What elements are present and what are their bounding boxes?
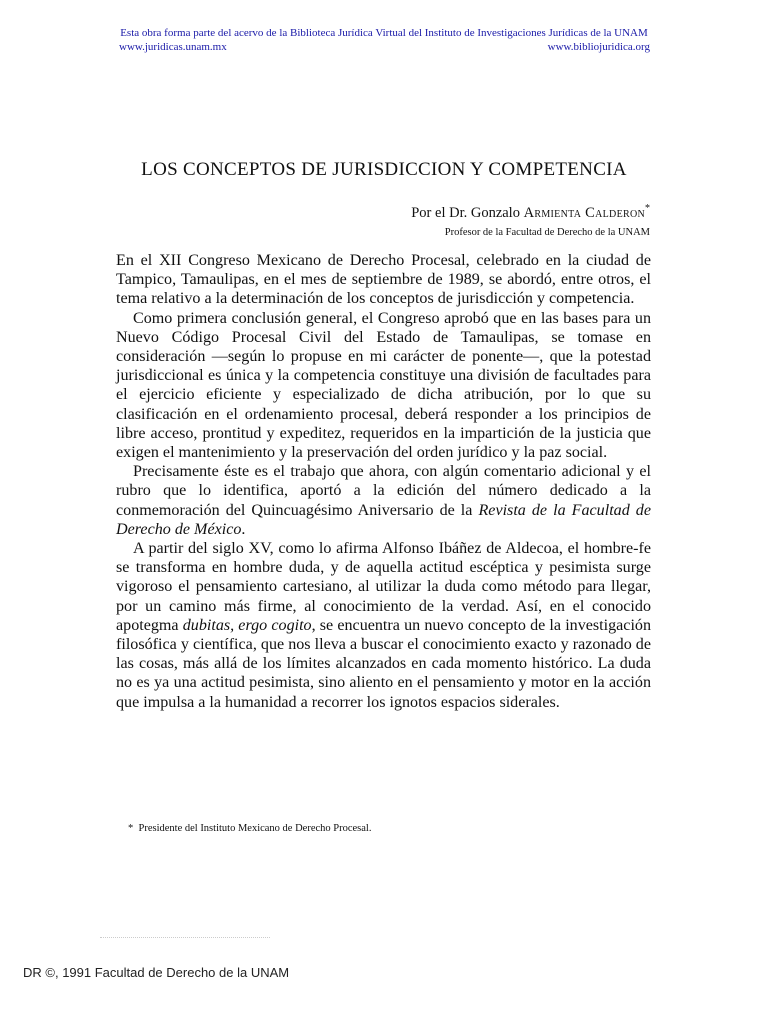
bibliojuridica-link[interactable]: www.bibliojuridica.org xyxy=(547,41,650,53)
paragraph-4-text: A partir del siglo XV, como lo afirma Alfonso Ibáñez de Aldecoa, el hombre-fe se transforma en hombre duda, y de aquella actitud escéptica y pesimista surge vigoroso el pensamiento cartesiano, al utilizar la duda como método para llegar, por un camino más firme, al conocimiento de la verdad. Así, en el conocido apotegma xyxy=(116,540,651,634)
journal-title: Revista de la Facultad de Derecho de México xyxy=(116,501,651,538)
paragraph-4 xyxy=(116,539,651,712)
footnote-text: Presidente del Instituto Mexicano de Derecho Procesal. xyxy=(138,823,372,834)
footnote-marker: * xyxy=(645,203,650,214)
footnote-mark: * xyxy=(128,823,134,834)
paragraph-4-end: , se encuentra un nuevo concepto de la investigación filosófica y científica, que nos lleva a buscar el conocimiento exacto y razonado de las cosas, más allá de los límites alcanzados en cada momento histórico. La duda no es ya una actitud pesimista, sino aliento en el pensamiento y motor en la acción que impulsa a la humanidad a recorrer los ignotos espacios siderales. xyxy=(116,616,652,711)
copyright-notice: DR ©, 1991 Facultad de Derecho de la UNAM xyxy=(23,965,290,980)
paragraph-2: Como primera conclusión general, el Congreso aprobó que en las bases para un Nuevo Código Procesal Civil del Estado de Tamaulipas, se tomase en consideración —según lo propuse en mi carácter de ponente—, que la potestad jurisdiccional es única y la competencia constituye una división de facultades para el ejercicio eficiente y especializado de dicha atribución, por lo que su clasificación en el ordenamiento procesal, deberá responder a los principios de libre acceso, prontitud y expeditez, requeridos en la impartición de la justicia que exigen el mantenimiento y la preservación del orden jurídico y la paz social. xyxy=(116,309,651,462)
repository-notice: Esta obra forma parte del acervo de la Biblioteca Jurídica Virtual del Instituto de Investigaciones Jurídicas de la UNAM xyxy=(120,27,648,39)
article-body xyxy=(116,251,651,712)
author-byline xyxy=(411,203,650,222)
article-title: LOS CONCEPTOS DE JURISDICCION Y COMPETENCIA xyxy=(141,159,627,180)
author-affiliation: Profesor de la Facultad de Derecho de la UNAM xyxy=(444,227,650,238)
paragraph-3 xyxy=(116,462,651,539)
author-name: Armienta Calderon xyxy=(523,204,645,221)
footnote xyxy=(128,823,371,834)
byline-prefix: Por el Dr. Gonzalo xyxy=(411,204,524,221)
scan-artifact xyxy=(100,937,270,943)
paragraph-3-end: . xyxy=(241,520,246,538)
paragraph-1: En el XII Congreso Mexicano de Derecho Procesal, celebrado en la ciudad de Tampico, Tamaulipas, en el mes de septiembre de 1989, se abordó, entre otros, el tema relativo a la determinación de los conceptos de jurisdicción y competencia. xyxy=(116,252,651,308)
paragraph-3-text: Precisamente éste es el trabajo que ahora, con algún comentario adicional y el rubro que lo identifica, aportó a la edición del número dedicado a la conmemoración del Quincuagésimo Aniversario de la xyxy=(116,463,651,519)
juridicas-link[interactable]: www.juridicas.unam.mx xyxy=(119,41,227,53)
latin-phrase: dubitas, ergo cogito xyxy=(182,616,312,634)
